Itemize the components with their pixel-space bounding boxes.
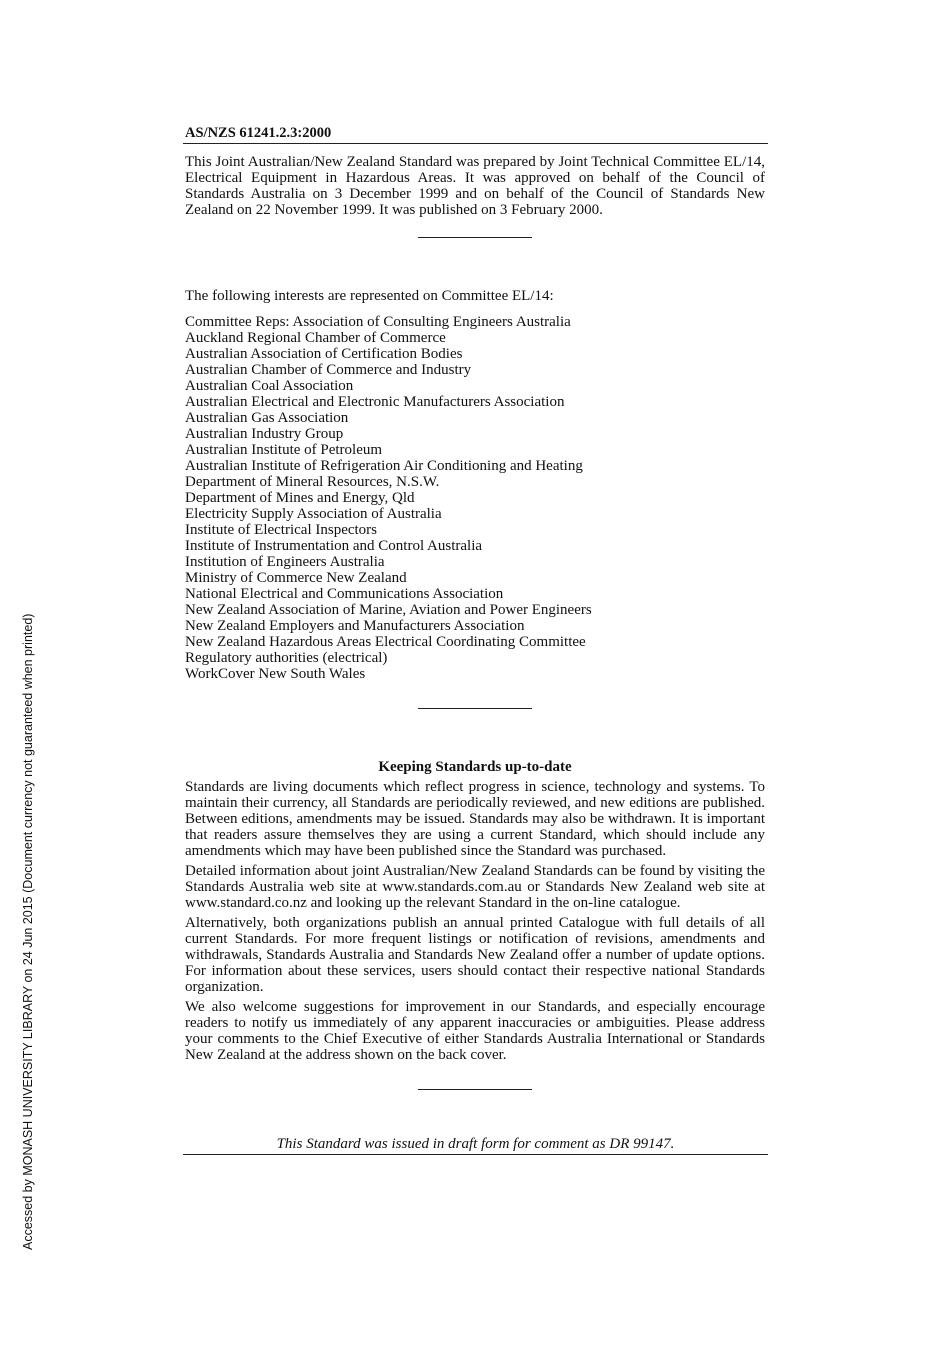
list-item: Australian Institute of Refrigeration Air Conditioning and Heating (185, 458, 583, 474)
list-item: Australian Electrical and Electronic Manufacturers Association (185, 394, 565, 410)
list-item: New Zealand Association of Marine, Aviation and Power Engineers (185, 602, 592, 618)
keeping-paragraph-3: Alternatively, both organizations publish an annual printed Catalogue with full details of all current Standards. For more frequent listings or notification of revisions, amendments and withdrawals, Standards Australia and Standards New Zealand offer a number of update options. For information about these services, users should contact their respective national Standards organization. (185, 915, 765, 995)
committee-intro: The following interests are represented on Committee EL/14: (185, 288, 554, 304)
list-item: Department of Mineral Resources, N.S.W. (185, 474, 440, 490)
list-item: Australian Industry Group (185, 426, 344, 442)
list-item: Institution of Engineers Australia (185, 554, 385, 570)
list-item: Department of Mines and Energy, Qld (185, 490, 415, 506)
list-item: Regulatory authorities (electrical) (185, 650, 388, 666)
list-item: Ministry of Commerce New Zealand (185, 570, 407, 586)
list-item: New Zealand Hazardous Areas Electrical Coordinating Committee (185, 634, 586, 650)
list-item: New Zealand Employers and Manufacturers Association (185, 618, 525, 634)
preparation-statement: This Joint Australian/New Zealand Standard was prepared by Joint Technical Committee EL/14, Electrical Equipment in Hazardous Areas. It was approved on behalf of the Council of Standards Australia on 3 December 1999 and on behalf of the Council of Standards New Zealand on 22 November 1999. It was published on 3 February 2000. (185, 154, 765, 218)
list-item: Australian Association of Certification Bodies (185, 346, 463, 362)
list-item: WorkCover New South Wales (185, 666, 366, 682)
list-item: Committee Reps: Association of Consulting Engineers Australia (185, 314, 571, 330)
list-item: Australian Chamber of Commerce and Industry (185, 362, 472, 378)
list-item: Australian Coal Association (185, 378, 354, 394)
access-watermark: Accessed by MONASH UNIVERSITY LIBRARY on 24 Jun 2015 (Document currency not guaranteed when printed) (21, 613, 35, 1250)
list-item: National Electrical and Communications Association (185, 586, 504, 602)
list-item: Auckland Regional Chamber of Commerce (185, 330, 446, 346)
keeping-paragraph-4: We also welcome suggestions for improvement in our Standards, and especially encourage readers to notify us immediately of any apparent inaccuracies or ambiguities. Please address your comments to the Chief Executive of either Standards Australia International or Standards New Zealand at the address shown on the back cover. (185, 999, 765, 1063)
document-id: AS/NZS 61241.2.3:2000 (183, 124, 768, 144)
list-item: Australian Gas Association (185, 410, 349, 426)
committee-member-list (185, 314, 765, 682)
keeping-standards-heading: Keeping Standards up-to-date (378, 759, 572, 775)
list-item: Institute of Electrical Inspectors (185, 522, 378, 538)
keeping-paragraph-1: Standards are living documents which reflect progress in science, technology and systems. To maintain their currency, all Standards are periodically reviewed, and new editions are published. Between editions, amendments may be issued. Standards may also be withdrawn. It is important that readers assure themselves they are using a current Standard, which should include any amendments which may have been published since the Standard was purchased. (185, 779, 765, 859)
list-item: Electricity Supply Association of Australia (185, 506, 442, 522)
list-item: Institute of Instrumentation and Control Australia (185, 538, 483, 554)
document-page (185, 124, 765, 1155)
draft-note: This Standard was issued in draft form for comment as DR 99147. (183, 1136, 768, 1155)
keeping-paragraph-2: Detailed information about joint Australian/New Zealand Standards can be found by visiting the Standards Australia web site at www.standards.com.au or Standards New Zealand web site at www.standard.co.nz and looking up the relevant Standard in the on-line catalogue. (185, 863, 765, 911)
list-item: Australian Institute of Petroleum (185, 442, 383, 458)
